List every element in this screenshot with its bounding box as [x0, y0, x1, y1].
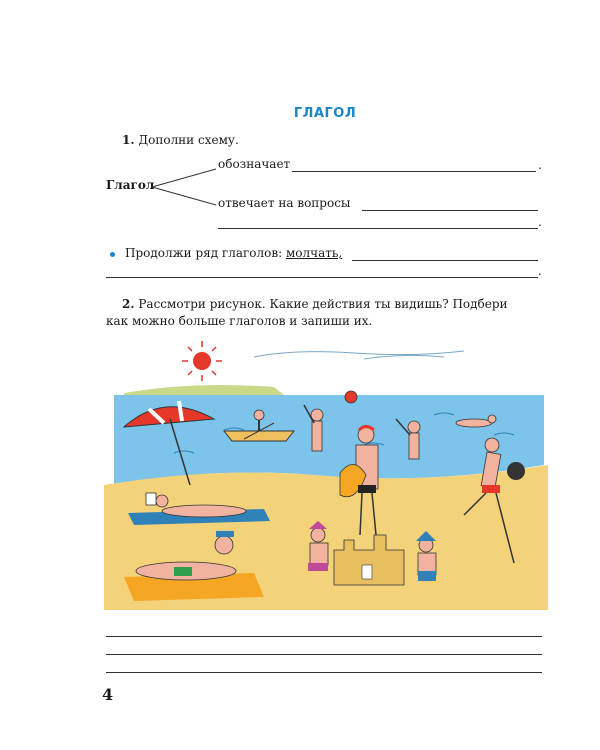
- scheme-branch-meaning: обозначает: [218, 157, 291, 171]
- answer-line-questions[interactable]: [362, 210, 538, 211]
- verb-series-example: молчать,: [285, 246, 343, 260]
- answer-line-questions-2[interactable]: [218, 228, 538, 229]
- period-mark: .: [538, 264, 542, 278]
- answer-line-verbs[interactable]: [352, 260, 538, 261]
- answer-line-picture-2[interactable]: [106, 654, 542, 655]
- bullet-marker: [110, 252, 115, 257]
- answer-line-picture-1[interactable]: [106, 636, 542, 637]
- task2-heading: [122, 296, 562, 313]
- scheme-branch-questions: отвечает на вопросы: [218, 196, 351, 210]
- task1-text: Дополни схему.: [138, 133, 239, 147]
- task2-line2: как можно больше глаголов и запиши их.: [106, 314, 373, 328]
- answer-line-verbs-2[interactable]: [106, 277, 538, 278]
- sun-icon: [182, 341, 222, 381]
- verb-series-text: Продолжи ряд глаголов:: [125, 246, 283, 260]
- period-mark: .: [538, 215, 542, 229]
- scheme-root-label: Глагол: [106, 178, 155, 192]
- page-title: ГЛАГОЛ: [293, 106, 357, 121]
- ball: [345, 391, 357, 403]
- page-number: 4: [102, 685, 114, 704]
- task1-number: 1.: [122, 133, 135, 147]
- answer-line-picture-3[interactable]: [106, 672, 542, 673]
- task2-line1: Рассмотри рисунок. Какие действия ты видишь? Подбери: [138, 297, 508, 311]
- answer-line-meaning[interactable]: [292, 171, 536, 172]
- child-building-right: [416, 531, 436, 581]
- period-mark: .: [538, 158, 542, 172]
- beach-illustration: [104, 335, 548, 610]
- verb-series-prompt: [125, 245, 342, 262]
- child-building-left: [308, 521, 328, 571]
- task2-number: 2.: [122, 297, 135, 311]
- task1-heading: [122, 132, 239, 149]
- scheme-branches: [150, 165, 222, 210]
